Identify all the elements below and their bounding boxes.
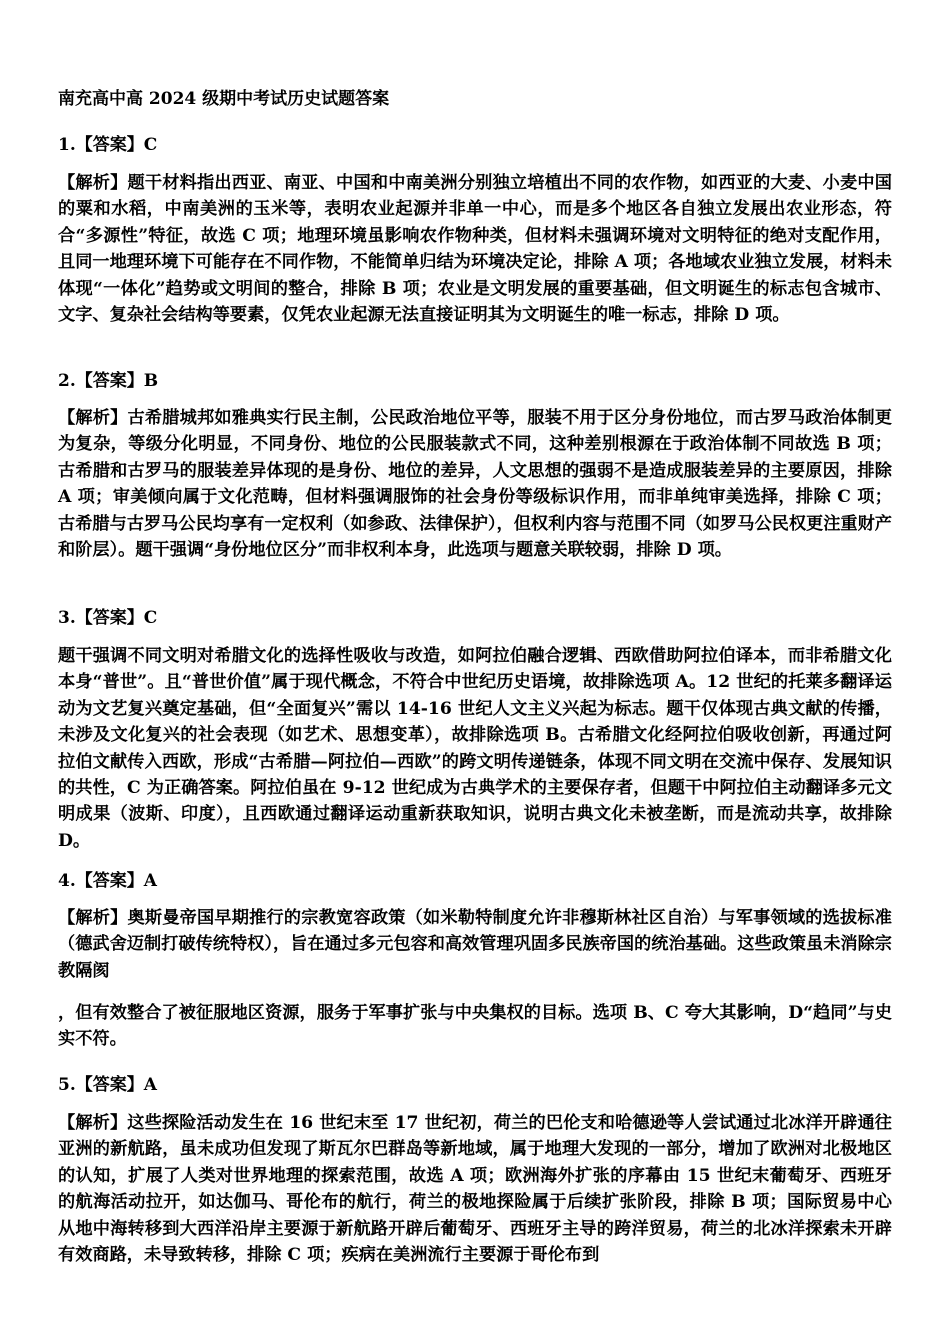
answer-header-q3: 3.【答案】C [58, 608, 158, 628]
explanation-q5: 【解析】这些探险活动发生在 16 世纪末至 17 世纪初，荷兰的巴伦支和哈德逊等人尝试通过北冰洋开辟通往亚洲的新航路，虽未成功但发现了斯瓦尔巴群岛等新地域，属于地理大发现的一部分，增加了欧洲对北极地区的认知，扩展了人类对世界地理的探索范围，故选 A 项；欧洲海外扩张的序幕由 15 世纪末葡萄牙、西班牙的航海活动拉开，如达伽马、哥伦布的航行，荷兰的极地探险属于后续扩张阶段，排除 B 项；国际贸易中心从地中海转移到大西洋沿岸主要源于新航路开辟后葡萄牙、西班牙主导的跨洋贸易，荷兰的北冰洋探索未开辟有效商路，未导致转移，排除 C 项；疾病在美洲流行主要源于哥伦布到 [58, 1113, 892, 1266]
explanation-q1: 【解析】题干材料指出西亚、南亚、中国和中南美洲分别独立培植出不同的农作物，如西亚的大麦、小麦中国的粟和水稻，中南美洲的玉米等，表明农业起源并非单一中心，而是多个地区各自独立发展出农业形态，符合“多源性”特征，故选 C 项；地理环境虽影响农作物种类，但材料未强调环境对文明特征的绝对支配作用，且同一地理环境下可能存在不同作物，不能简单归结为环境决定论，排除 A 项；各地域农业独立发展，材料未体现“一体化”趋势或文明间的整合，排除 B 项；农业是文明发展的重要基础，但文明诞生的标志包含城市、文字、复杂社会结构等要素，仅凭农业起源无法直接证明其为文明诞生的唯一标志，排除 D 项。 [58, 173, 892, 326]
explanation-q2: 【解析】古希腊城邦如雅典实行民主制，公民政治地位平等，服装不用于区分身份地位，而古罗马政治体制更为复杂，等级分化明显，不同身份、地位的公民服装款式不同，这种差别根源在于政治体制不同故选 B 项；古希腊和古罗马的服装差异体现的是身份、地位的差异，人文思想的强弱不是造成服装差异的主要原因，排除 A 项；审美倾向属于文化范畴，但材料强调服饰的社会身份等级标识作用，而非单纯审美选择，排除 C 项；古希腊与古罗马公民均享有一定权利（如参政、法律保护），但权利内容与范围不同（如罗马公民权更注重财产和阶层）。题干强调“身份地位区分”而非权利本身，此选项与题意关联较弱，排除 D 项。 [58, 408, 892, 561]
document-title: 南充高中高 2024 级期中考试历史试题答案 [58, 89, 390, 109]
explanation-q4-part1: 【解析】奥斯曼帝国早期推行的宗教宽容政策（如米勒特制度允许非穆斯林社区自治）与军事领域的选拔标准（德武舍迈制打破传统特权），旨在通过多元包容和高效管理巩固多民族帝国的统治基础。这些政策虽未消除宗教隔阂 [58, 908, 892, 981]
explanation-q3: 题干强调不同文明对希腊文化的选择性吸收与改造，如阿拉伯融合逻辑、西欧借助阿拉伯译本，而非希腊文化本身“普世”。且“普世价值”属于现代概念，不符合中世纪历史语境，故排除选项 A。12 世纪的托莱多翻译运动为文艺复兴奠定基础，但“全面复兴”需以 14-16 世纪人文主义兴起为标志。题干仅体现古典文献的传播，未涉及文化复兴的社会表现（如艺术、思想变革），故排除选项 B。古希腊文化经阿拉伯吸收创新，再通过阿拉伯文献传入西欧，形成“古希腊—阿拉伯—西欧”的跨文明传递链条，体现不同文明在交流中保存、发展知识的共性，C 为正确答案。阿拉伯虽在 9-12 世纪成为古典学术的主要保存者，但题干中阿拉伯主动翻译多元文明成果（波斯、印度），且西欧通过翻译运动重新获取知识，说明古典文化未被垄断，而是流动共享，故排除 D。 [58, 646, 892, 851]
explanation-q4-part2: ，但有效整合了被征服地区资源，服务于军事扩张与中央集权的目标。选项 B、C 夸大其影响，D“趋同”与史实不符。 [58, 1003, 892, 1050]
answer-header-q2: 2.【答案】B [58, 371, 159, 391]
answer-header-q4: 4.【答案】A [58, 871, 157, 891]
answer-header-q5: 5.【答案】A [58, 1075, 157, 1095]
answer-header-q1: 1.【答案】C [58, 135, 158, 155]
